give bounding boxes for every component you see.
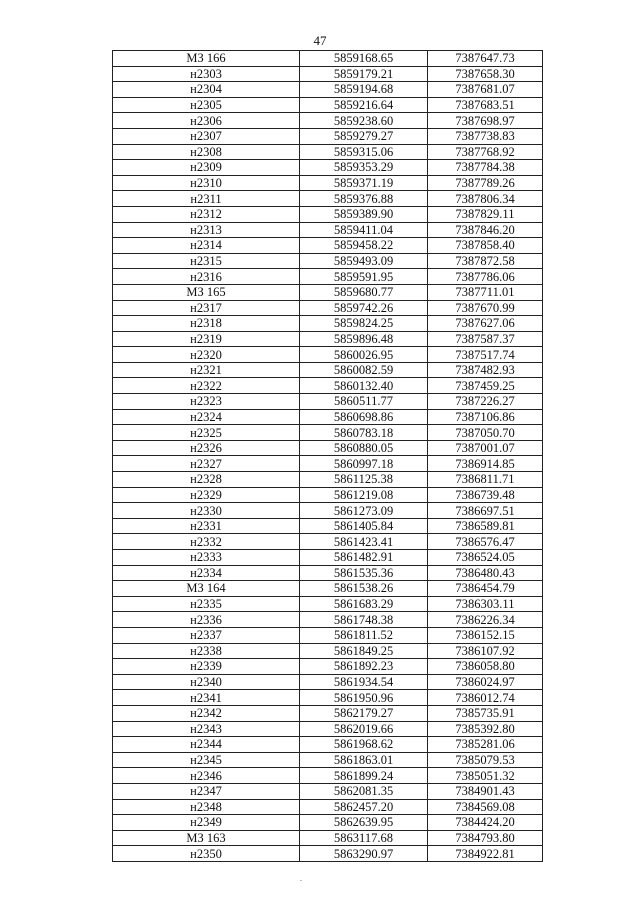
point-id-cell: н2332: [113, 534, 300, 550]
table-row: [113, 425, 543, 441]
point-id-cell: МЗ 165: [113, 284, 300, 300]
y-coordinate-cell: 7387698.97: [428, 113, 543, 129]
point-id-cell: МЗ 163: [113, 830, 300, 846]
table-row: [113, 331, 543, 347]
x-coordinate-cell: 5860783.18: [300, 425, 428, 441]
table-row: [113, 206, 543, 222]
x-coordinate-cell: 5861219.08: [300, 487, 428, 503]
table-row: [113, 815, 543, 831]
y-coordinate-cell: 7387683.51: [428, 97, 543, 113]
coordinates-table-body: [113, 51, 543, 862]
point-id-cell: н2347: [113, 783, 300, 799]
x-coordinate-cell: 5861125.38: [300, 472, 428, 488]
point-id-cell: н2306: [113, 113, 300, 129]
y-coordinate-cell: 7386024.97: [428, 674, 543, 690]
x-coordinate-cell: 5861950.96: [300, 690, 428, 706]
y-coordinate-cell: 7384922.81: [428, 846, 543, 862]
y-coordinate-cell: 7387738.83: [428, 128, 543, 144]
y-coordinate-cell: 7384901.43: [428, 783, 543, 799]
point-id-cell: н2345: [113, 752, 300, 768]
y-coordinate-cell: 7386454.79: [428, 581, 543, 597]
x-coordinate-cell: 5859896.48: [300, 331, 428, 347]
table-row: [113, 191, 543, 207]
y-coordinate-cell: 7387050.70: [428, 425, 543, 441]
point-id-cell: н2313: [113, 222, 300, 238]
point-id-cell: н2316: [113, 269, 300, 285]
y-coordinate-cell: 7387829.11: [428, 206, 543, 222]
table-row: [113, 690, 543, 706]
point-id-cell: н2334: [113, 565, 300, 581]
y-coordinate-cell: 7387647.73: [428, 51, 543, 67]
table-row: [113, 82, 543, 98]
table-row: [113, 487, 543, 503]
x-coordinate-cell: 5861968.62: [300, 737, 428, 753]
point-id-cell: н2310: [113, 175, 300, 191]
point-id-cell: н2331: [113, 518, 300, 534]
y-coordinate-cell: 7385735.91: [428, 705, 543, 721]
point-id-cell: н2304: [113, 82, 300, 98]
y-coordinate-cell: 7386524.05: [428, 550, 543, 566]
x-coordinate-cell: 5861405.84: [300, 518, 428, 534]
point-id-cell: н2338: [113, 643, 300, 659]
table-row: [113, 799, 543, 815]
x-coordinate-cell: 5861863.01: [300, 752, 428, 768]
point-id-cell: н2343: [113, 721, 300, 737]
x-coordinate-cell: 5859194.68: [300, 82, 428, 98]
point-id-cell: н2333: [113, 550, 300, 566]
y-coordinate-cell: 7387587.37: [428, 331, 543, 347]
x-coordinate-cell: 5859742.26: [300, 300, 428, 316]
point-id-cell: н2303: [113, 66, 300, 82]
x-coordinate-cell: 5861482.91: [300, 550, 428, 566]
x-coordinate-cell: 5861423.41: [300, 534, 428, 550]
table-row: [113, 378, 543, 394]
y-coordinate-cell: 7387784.38: [428, 160, 543, 176]
table-row: [113, 596, 543, 612]
y-coordinate-cell: 7386589.81: [428, 518, 543, 534]
x-coordinate-cell: 5860026.95: [300, 347, 428, 363]
y-coordinate-cell: 7386152.15: [428, 627, 543, 643]
y-coordinate-cell: 7385281.06: [428, 737, 543, 753]
point-id-cell: н2335: [113, 596, 300, 612]
point-id-cell: н2330: [113, 503, 300, 519]
x-coordinate-cell: 5859493.09: [300, 253, 428, 269]
y-coordinate-cell: 7386697.51: [428, 503, 543, 519]
point-id-cell: н2317: [113, 300, 300, 316]
page-number: 47: [313, 33, 327, 48]
y-coordinate-cell: 7387768.92: [428, 144, 543, 160]
point-id-cell: н2314: [113, 238, 300, 254]
point-id-cell: н2348: [113, 799, 300, 815]
table-row: [113, 659, 543, 675]
table-row: [113, 830, 543, 846]
x-coordinate-cell: 5860082.59: [300, 362, 428, 378]
x-coordinate-cell: 5863290.97: [300, 846, 428, 862]
y-coordinate-cell: 7387482.93: [428, 362, 543, 378]
x-coordinate-cell: 5859238.60: [300, 113, 428, 129]
x-coordinate-cell: 5859216.64: [300, 97, 428, 113]
y-coordinate-cell: 7386480.43: [428, 565, 543, 581]
table-row: [113, 222, 543, 238]
x-coordinate-cell: 5861899.24: [300, 768, 428, 784]
table-row: [113, 627, 543, 643]
y-coordinate-cell: 7386303.11: [428, 596, 543, 612]
y-coordinate-cell: 7387670.99: [428, 300, 543, 316]
y-coordinate-cell: 7387858.40: [428, 238, 543, 254]
table-row: [113, 362, 543, 378]
y-coordinate-cell: 7387001.07: [428, 440, 543, 456]
point-id-cell: н2346: [113, 768, 300, 784]
table-row: [113, 581, 543, 597]
table-row: [113, 472, 543, 488]
table-row: [113, 97, 543, 113]
point-id-cell: н2307: [113, 128, 300, 144]
x-coordinate-cell: 5859315.06: [300, 144, 428, 160]
table-row: [113, 51, 543, 67]
y-coordinate-cell: 7387872.58: [428, 253, 543, 269]
point-id-cell: н2312: [113, 206, 300, 222]
table-row: [113, 456, 543, 472]
x-coordinate-cell: 5862639.95: [300, 815, 428, 831]
table-row: [113, 253, 543, 269]
y-coordinate-cell: 7384424.20: [428, 815, 543, 831]
x-coordinate-cell: 5859279.27: [300, 128, 428, 144]
table-row: [113, 752, 543, 768]
y-coordinate-cell: 7387517.74: [428, 347, 543, 363]
y-coordinate-cell: 7386226.34: [428, 612, 543, 628]
y-coordinate-cell: 7386811.71: [428, 472, 543, 488]
x-coordinate-cell: 5861748.38: [300, 612, 428, 628]
point-id-cell: н2309: [113, 160, 300, 176]
point-id-cell: н2342: [113, 705, 300, 721]
table-row: [113, 612, 543, 628]
y-coordinate-cell: 7387681.07: [428, 82, 543, 98]
x-coordinate-cell: 5859411.04: [300, 222, 428, 238]
x-coordinate-cell: 5862179.27: [300, 705, 428, 721]
table-row: [113, 768, 543, 784]
table-row: [113, 160, 543, 176]
x-coordinate-cell: 5862457.20: [300, 799, 428, 815]
table-row: [113, 284, 543, 300]
table-row: [113, 440, 543, 456]
y-coordinate-cell: 7386012.74: [428, 690, 543, 706]
point-id-cell: н2305: [113, 97, 300, 113]
point-id-cell: н2336: [113, 612, 300, 628]
point-id-cell: н2341: [113, 690, 300, 706]
y-coordinate-cell: 7387846.20: [428, 222, 543, 238]
x-coordinate-cell: 5861535.36: [300, 565, 428, 581]
point-id-cell: н2344: [113, 737, 300, 753]
x-coordinate-cell: 5860997.18: [300, 456, 428, 472]
y-coordinate-cell: 7387627.06: [428, 316, 543, 332]
table-row: [113, 128, 543, 144]
x-coordinate-cell: 5859168.65: [300, 51, 428, 67]
x-coordinate-cell: 5860132.40: [300, 378, 428, 394]
point-id-cell: н2321: [113, 362, 300, 378]
table-row: [113, 534, 543, 550]
point-id-cell: н2311: [113, 191, 300, 207]
y-coordinate-cell: 7387789.26: [428, 175, 543, 191]
point-id-cell: н2315: [113, 253, 300, 269]
x-coordinate-cell: 5859353.29: [300, 160, 428, 176]
x-coordinate-cell: 5859376.88: [300, 191, 428, 207]
table-row: [113, 347, 543, 363]
scan-speck: [300, 880, 302, 881]
point-id-cell: н2324: [113, 409, 300, 425]
table-row: [113, 316, 543, 332]
table-row: [113, 550, 543, 566]
table-row: [113, 643, 543, 659]
y-coordinate-cell: 7384569.08: [428, 799, 543, 815]
table-row: [113, 269, 543, 285]
y-coordinate-cell: 7387806.34: [428, 191, 543, 207]
point-id-cell: н2319: [113, 331, 300, 347]
y-coordinate-cell: 7387459.25: [428, 378, 543, 394]
y-coordinate-cell: 7387106.86: [428, 409, 543, 425]
table-row: [113, 503, 543, 519]
x-coordinate-cell: 5859591.95: [300, 269, 428, 285]
x-coordinate-cell: 5861273.09: [300, 503, 428, 519]
x-coordinate-cell: 5859458.22: [300, 238, 428, 254]
table-row: [113, 518, 543, 534]
x-coordinate-cell: 5859389.90: [300, 206, 428, 222]
y-coordinate-cell: 7385079.53: [428, 752, 543, 768]
point-id-cell: МЗ 164: [113, 581, 300, 597]
table-row: [113, 300, 543, 316]
x-coordinate-cell: 5861538.26: [300, 581, 428, 597]
table-row: [113, 175, 543, 191]
x-coordinate-cell: 5861892.23: [300, 659, 428, 675]
coordinates-table: [112, 50, 543, 862]
point-id-cell: н2327: [113, 456, 300, 472]
point-id-cell: н2320: [113, 347, 300, 363]
table-row: [113, 565, 543, 581]
x-coordinate-cell: 5860698.86: [300, 409, 428, 425]
point-id-cell: н2337: [113, 627, 300, 643]
y-coordinate-cell: 7386107.92: [428, 643, 543, 659]
y-coordinate-cell: 7385392.80: [428, 721, 543, 737]
x-coordinate-cell: 5860511.77: [300, 394, 428, 410]
x-coordinate-cell: 5862019.66: [300, 721, 428, 737]
table-row: [113, 846, 543, 862]
y-coordinate-cell: 7386739.48: [428, 487, 543, 503]
table-row: [113, 409, 543, 425]
x-coordinate-cell: 5861811.52: [300, 627, 428, 643]
y-coordinate-cell: 7385051.32: [428, 768, 543, 784]
y-coordinate-cell: 7386058.80: [428, 659, 543, 675]
table-row: [113, 238, 543, 254]
x-coordinate-cell: 5859179.21: [300, 66, 428, 82]
x-coordinate-cell: 5859824.25: [300, 316, 428, 332]
x-coordinate-cell: 5861683.29: [300, 596, 428, 612]
table-row: [113, 674, 543, 690]
y-coordinate-cell: 7387711.01: [428, 284, 543, 300]
point-id-cell: н2350: [113, 846, 300, 862]
y-coordinate-cell: 7387226.27: [428, 394, 543, 410]
x-coordinate-cell: 5859371.19: [300, 175, 428, 191]
x-coordinate-cell: 5859680.77: [300, 284, 428, 300]
x-coordinate-cell: 5860880.05: [300, 440, 428, 456]
y-coordinate-cell: 7387786.06: [428, 269, 543, 285]
point-id-cell: н2340: [113, 674, 300, 690]
table-row: [113, 394, 543, 410]
x-coordinate-cell: 5861934.54: [300, 674, 428, 690]
point-id-cell: н2339: [113, 659, 300, 675]
point-id-cell: н2329: [113, 487, 300, 503]
point-id-cell: н2326: [113, 440, 300, 456]
point-id-cell: н2318: [113, 316, 300, 332]
y-coordinate-cell: 7386576.47: [428, 534, 543, 550]
x-coordinate-cell: 5863117.68: [300, 830, 428, 846]
y-coordinate-cell: 7386914.85: [428, 456, 543, 472]
table-row: [113, 66, 543, 82]
table-row: [113, 113, 543, 129]
point-id-cell: н2322: [113, 378, 300, 394]
table-row: [113, 144, 543, 160]
table-row: [113, 783, 543, 799]
point-id-cell: н2323: [113, 394, 300, 410]
point-id-cell: н2328: [113, 472, 300, 488]
point-id-cell: н2308: [113, 144, 300, 160]
point-id-cell: н2325: [113, 425, 300, 441]
point-id-cell: н2349: [113, 815, 300, 831]
y-coordinate-cell: 7387658.30: [428, 66, 543, 82]
table-row: [113, 721, 543, 737]
x-coordinate-cell: 5861849.25: [300, 643, 428, 659]
x-coordinate-cell: 5862081.35: [300, 783, 428, 799]
y-coordinate-cell: 7384793.80: [428, 830, 543, 846]
point-id-cell: МЗ 166: [113, 51, 300, 67]
table-row: [113, 705, 543, 721]
table-row: [113, 737, 543, 753]
